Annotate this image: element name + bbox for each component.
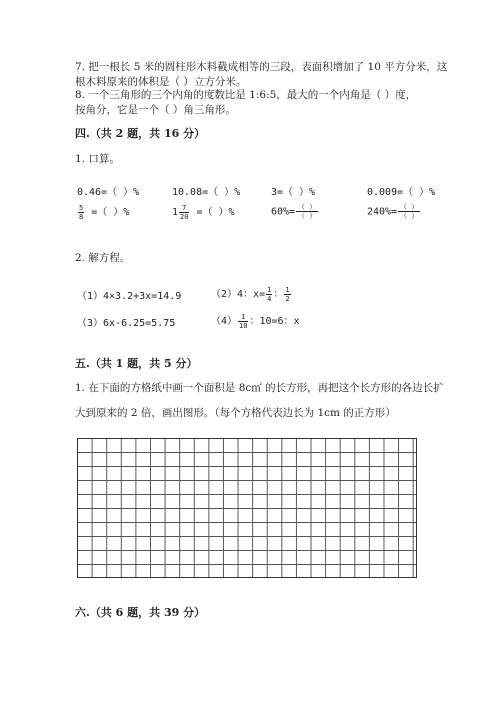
section4-title: 四.（共 2 题，共 16 分） [75, 127, 206, 140]
q7-line1: 7. 把一根长 5 米的圆柱形木料截成相等的三段，表面积增加了 10 平方分米，这 [75, 61, 448, 73]
fraction-7-20: $\frac{7}{20}$ [180, 203, 189, 221]
fraction-1-10: $\frac{1}{10}$ [239, 312, 248, 330]
blank-fraction: $\frac{( )}{( )}$ [297, 203, 317, 220]
fraction-5-8: $\frac{5}{8}$ [79, 203, 84, 221]
section6-title: 六.（共 6 题，共 39 分） [75, 606, 206, 619]
equation-1: （1）4×3.2+3x=14.9 [77, 291, 182, 302]
q8-line1: 8. 一个三角形的三个内角的度数比是 1:6:5，最大的一个内角是（ ）度， [75, 89, 417, 101]
oral-item-4: 0.009=（ ）% [367, 187, 436, 198]
equation-3: （3）6x-6.25=5.75 [77, 318, 176, 329]
oral-calc-title: 1. 口算。 [75, 153, 120, 165]
section5-question-line2: 大到原来的 2 倍，画出图形。（每个方格代表边长为 1cm 的正方形） [75, 407, 396, 419]
oral-item-8: 240%= $\frac{( )}{( )}$ [367, 203, 419, 220]
oral-item-2: 10.08=（ ）% [172, 187, 241, 198]
square-grid-paper[interactable] [77, 438, 417, 578]
q7-line2: 根木料原来的体积是（ ）立方分米。 [75, 76, 247, 88]
section5-question-line1: 1. 在下面的方格纸中画一个面积是 8c㎡ 的长方形，再把这个长方形的各边长扩 [75, 382, 444, 394]
oral-item-5: $\frac{5}{8}$ =（ ）% [79, 203, 130, 221]
equation-4: （4） $\frac{1}{10}$ ：10=6：x [211, 312, 300, 330]
equation-2: （2）4：x= $\frac{1}{4}$ ： $\frac{1}{2}$ [211, 285, 290, 303]
oral-item-1: 0.46=（ ）% [77, 187, 140, 198]
q8-line2: 按角分，它是一个（ ）角三角形。 [75, 104, 236, 116]
oral-item-7: 60%= $\frac{( )}{( )}$ [271, 203, 317, 220]
section5-title: 五.（共 1 题，共 5 分） [75, 357, 198, 370]
oral-item-6: 1 $\frac{7}{20}$ =（ ）% [172, 203, 235, 221]
fraction-1-4: $\frac{1}{4}$ [267, 285, 272, 303]
oral-item-3: 3=（ ）% [271, 187, 316, 198]
equation-title: 2. 解方程。 [75, 252, 131, 264]
blank-fraction: $\frac{( )}{( )}$ [400, 203, 419, 220]
fraction-1-2: $\frac{1}{2}$ [285, 285, 290, 303]
